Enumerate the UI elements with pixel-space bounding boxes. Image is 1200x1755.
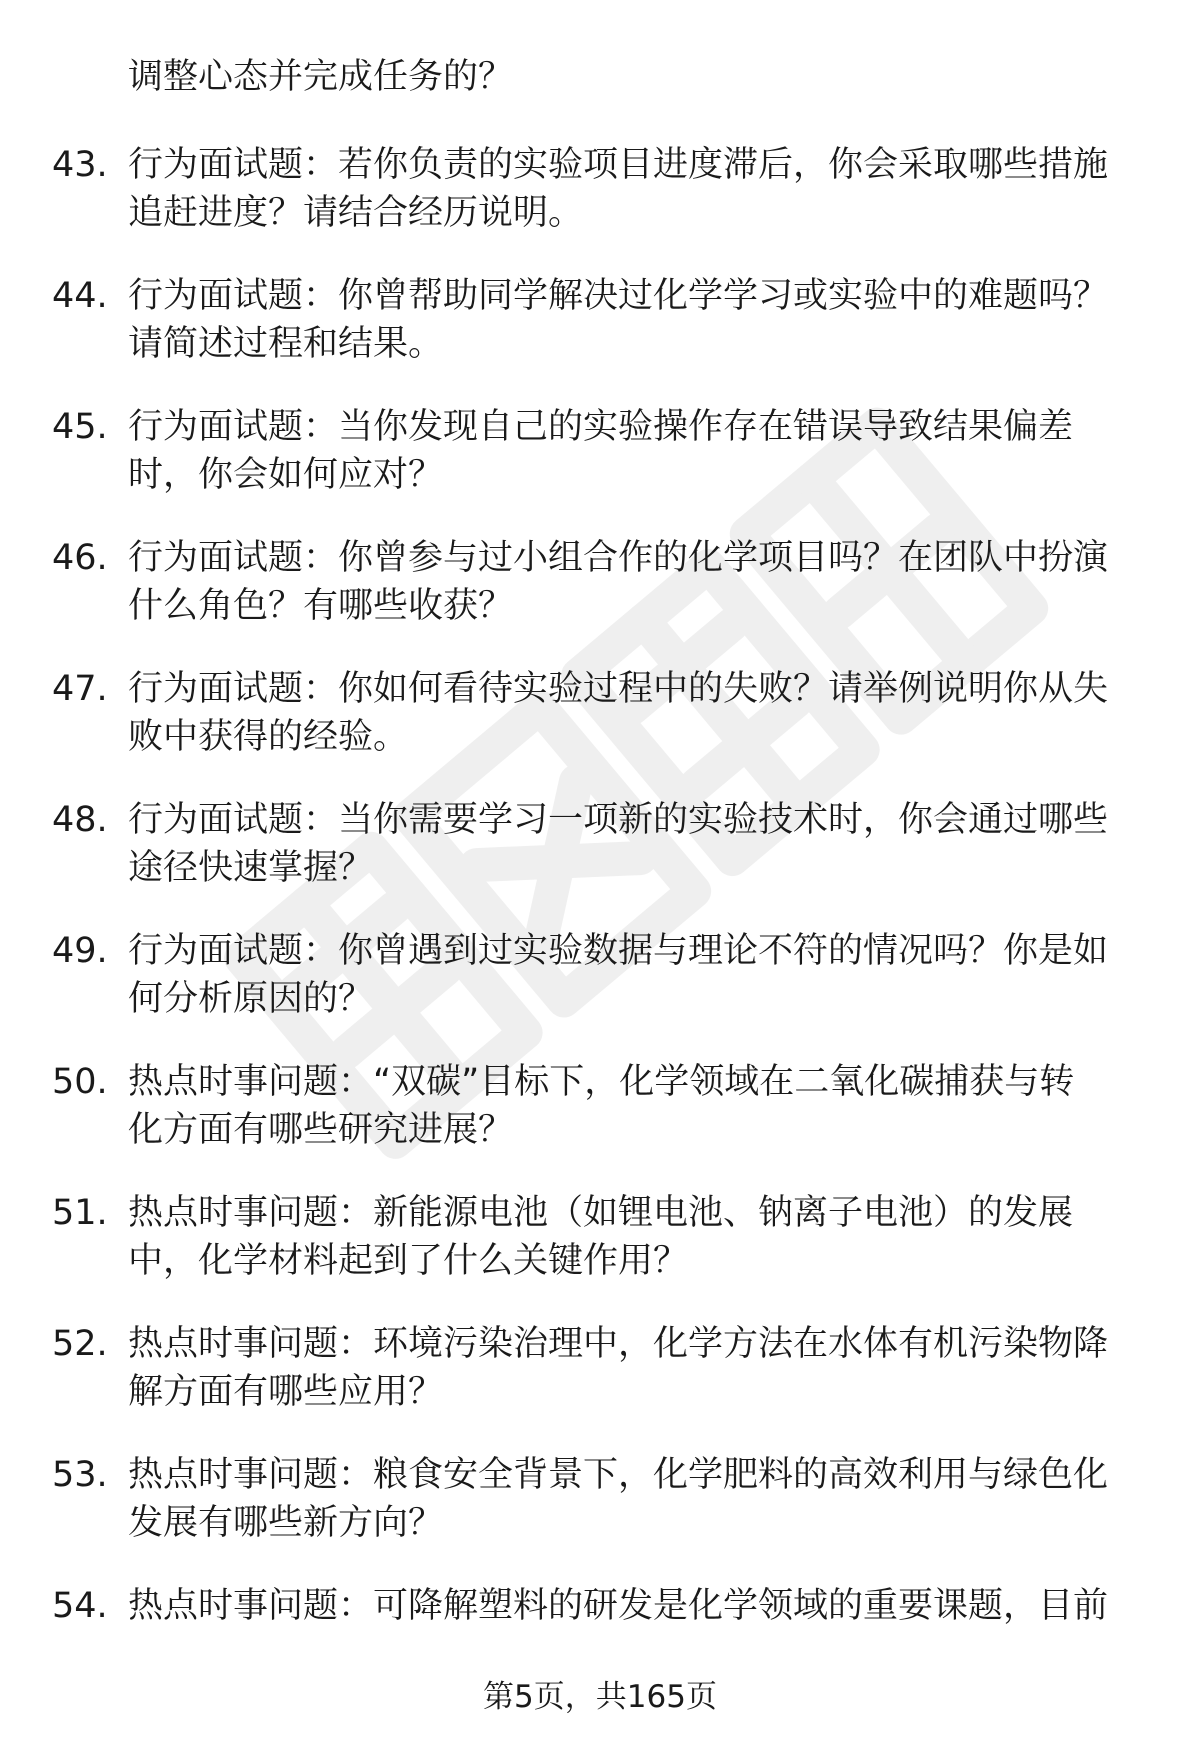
question-number: 53. xyxy=(52,1455,108,1495)
question-number: 51. xyxy=(52,1193,108,1233)
question-text-line1: 行为面试题：当你需要学习一项新的实验技术时，你会通过哪些 xyxy=(128,800,1109,840)
question-item xyxy=(0,1188,1200,1319)
question-number: 52. xyxy=(52,1324,108,1364)
question-item xyxy=(0,1319,1200,1450)
question-text-line1: 热点时事问题：可降解塑料的研发是化学领域的重要课题，目前 xyxy=(128,1586,1109,1626)
question-item xyxy=(0,926,1200,1057)
question-item xyxy=(0,1057,1200,1188)
question-item xyxy=(0,795,1200,926)
question-item xyxy=(0,664,1200,795)
question-text-line1: 热点时事问题：环境污染治理中，化学方法在水体有机污染物降 xyxy=(128,1324,1109,1364)
question-text-line2: 请简述过程和结果。 xyxy=(128,324,444,364)
question-text-line1: 行为面试题：当你发现自己的实验操作存在错误导致结果偏差 xyxy=(128,407,1074,447)
question-text-line2: 时，你会如何应对？ xyxy=(128,455,444,495)
question-number: 49. xyxy=(52,931,108,971)
question-text-line1: 热点时事问题：粮食安全背景下，化学肥料的高效利用与绿色化 xyxy=(128,1455,1109,1495)
question-number: 50. xyxy=(52,1062,108,1102)
question-text-line1: 行为面试题：你曾参与过小组合作的化学项目吗？在团队中扮演 xyxy=(128,538,1109,578)
question-number: 44. xyxy=(52,276,108,316)
continuation-text: 调整心态并完成任务的？ xyxy=(128,57,514,97)
question-text-line1: 热点时事问题：“双碳”目标下，化学领域在二氧化碳捕获与转 xyxy=(128,1062,1075,1102)
question-item xyxy=(0,271,1200,402)
question-text-line2: 途径快速掌握？ xyxy=(128,848,374,888)
question-item xyxy=(0,140,1200,271)
question-number: 47. xyxy=(52,669,108,709)
question-text-line1: 行为面试题：若你负责的实验项目进度滞后，你会采取哪些措施 xyxy=(128,145,1109,185)
question-text-line1: 行为面试题：你曾遇到过实验数据与理论不符的情况吗？你是如 xyxy=(128,931,1109,971)
question-item xyxy=(0,533,1200,664)
question-text-line2: 何分析原因的？ xyxy=(128,979,374,1019)
question-text-line1: 行为面试题：你如何看待实验过程中的失败？请举例说明你从失 xyxy=(128,669,1109,709)
question-text-line2: 败中获得的经验。 xyxy=(128,717,409,757)
question-text-line2: 什么角色？有哪些收获？ xyxy=(128,586,514,626)
question-text-line2: 发展有哪些新方向？ xyxy=(128,1503,444,1543)
question-text-line2: 追赶进度？请结合经历说明。 xyxy=(128,193,584,233)
question-text-line2: 化方面有哪些研究进展？ xyxy=(128,1110,514,1150)
question-item xyxy=(0,402,1200,533)
question-text-line1: 热点时事问题：新能源电池（如锂电池、钠离子电池）的发展 xyxy=(128,1193,1074,1233)
question-number: 54. xyxy=(52,1586,108,1626)
question-text-line1: 行为面试题：你曾帮助同学解决过化学学习或实验中的难题吗？ xyxy=(128,276,1109,316)
question-number: 43. xyxy=(52,145,108,185)
question-text-line2: 中，化学材料起到了什么关键作用？ xyxy=(128,1241,689,1281)
question-item xyxy=(0,1450,1200,1581)
question-list xyxy=(0,140,1200,1712)
question-number: 45. xyxy=(52,407,108,447)
page-footer: 第5页，共165页 xyxy=(483,1679,717,1715)
question-text-line2: 解方面有哪些应用？ xyxy=(128,1372,444,1412)
question-number: 48. xyxy=(52,800,108,840)
question-number: 46. xyxy=(52,538,108,578)
